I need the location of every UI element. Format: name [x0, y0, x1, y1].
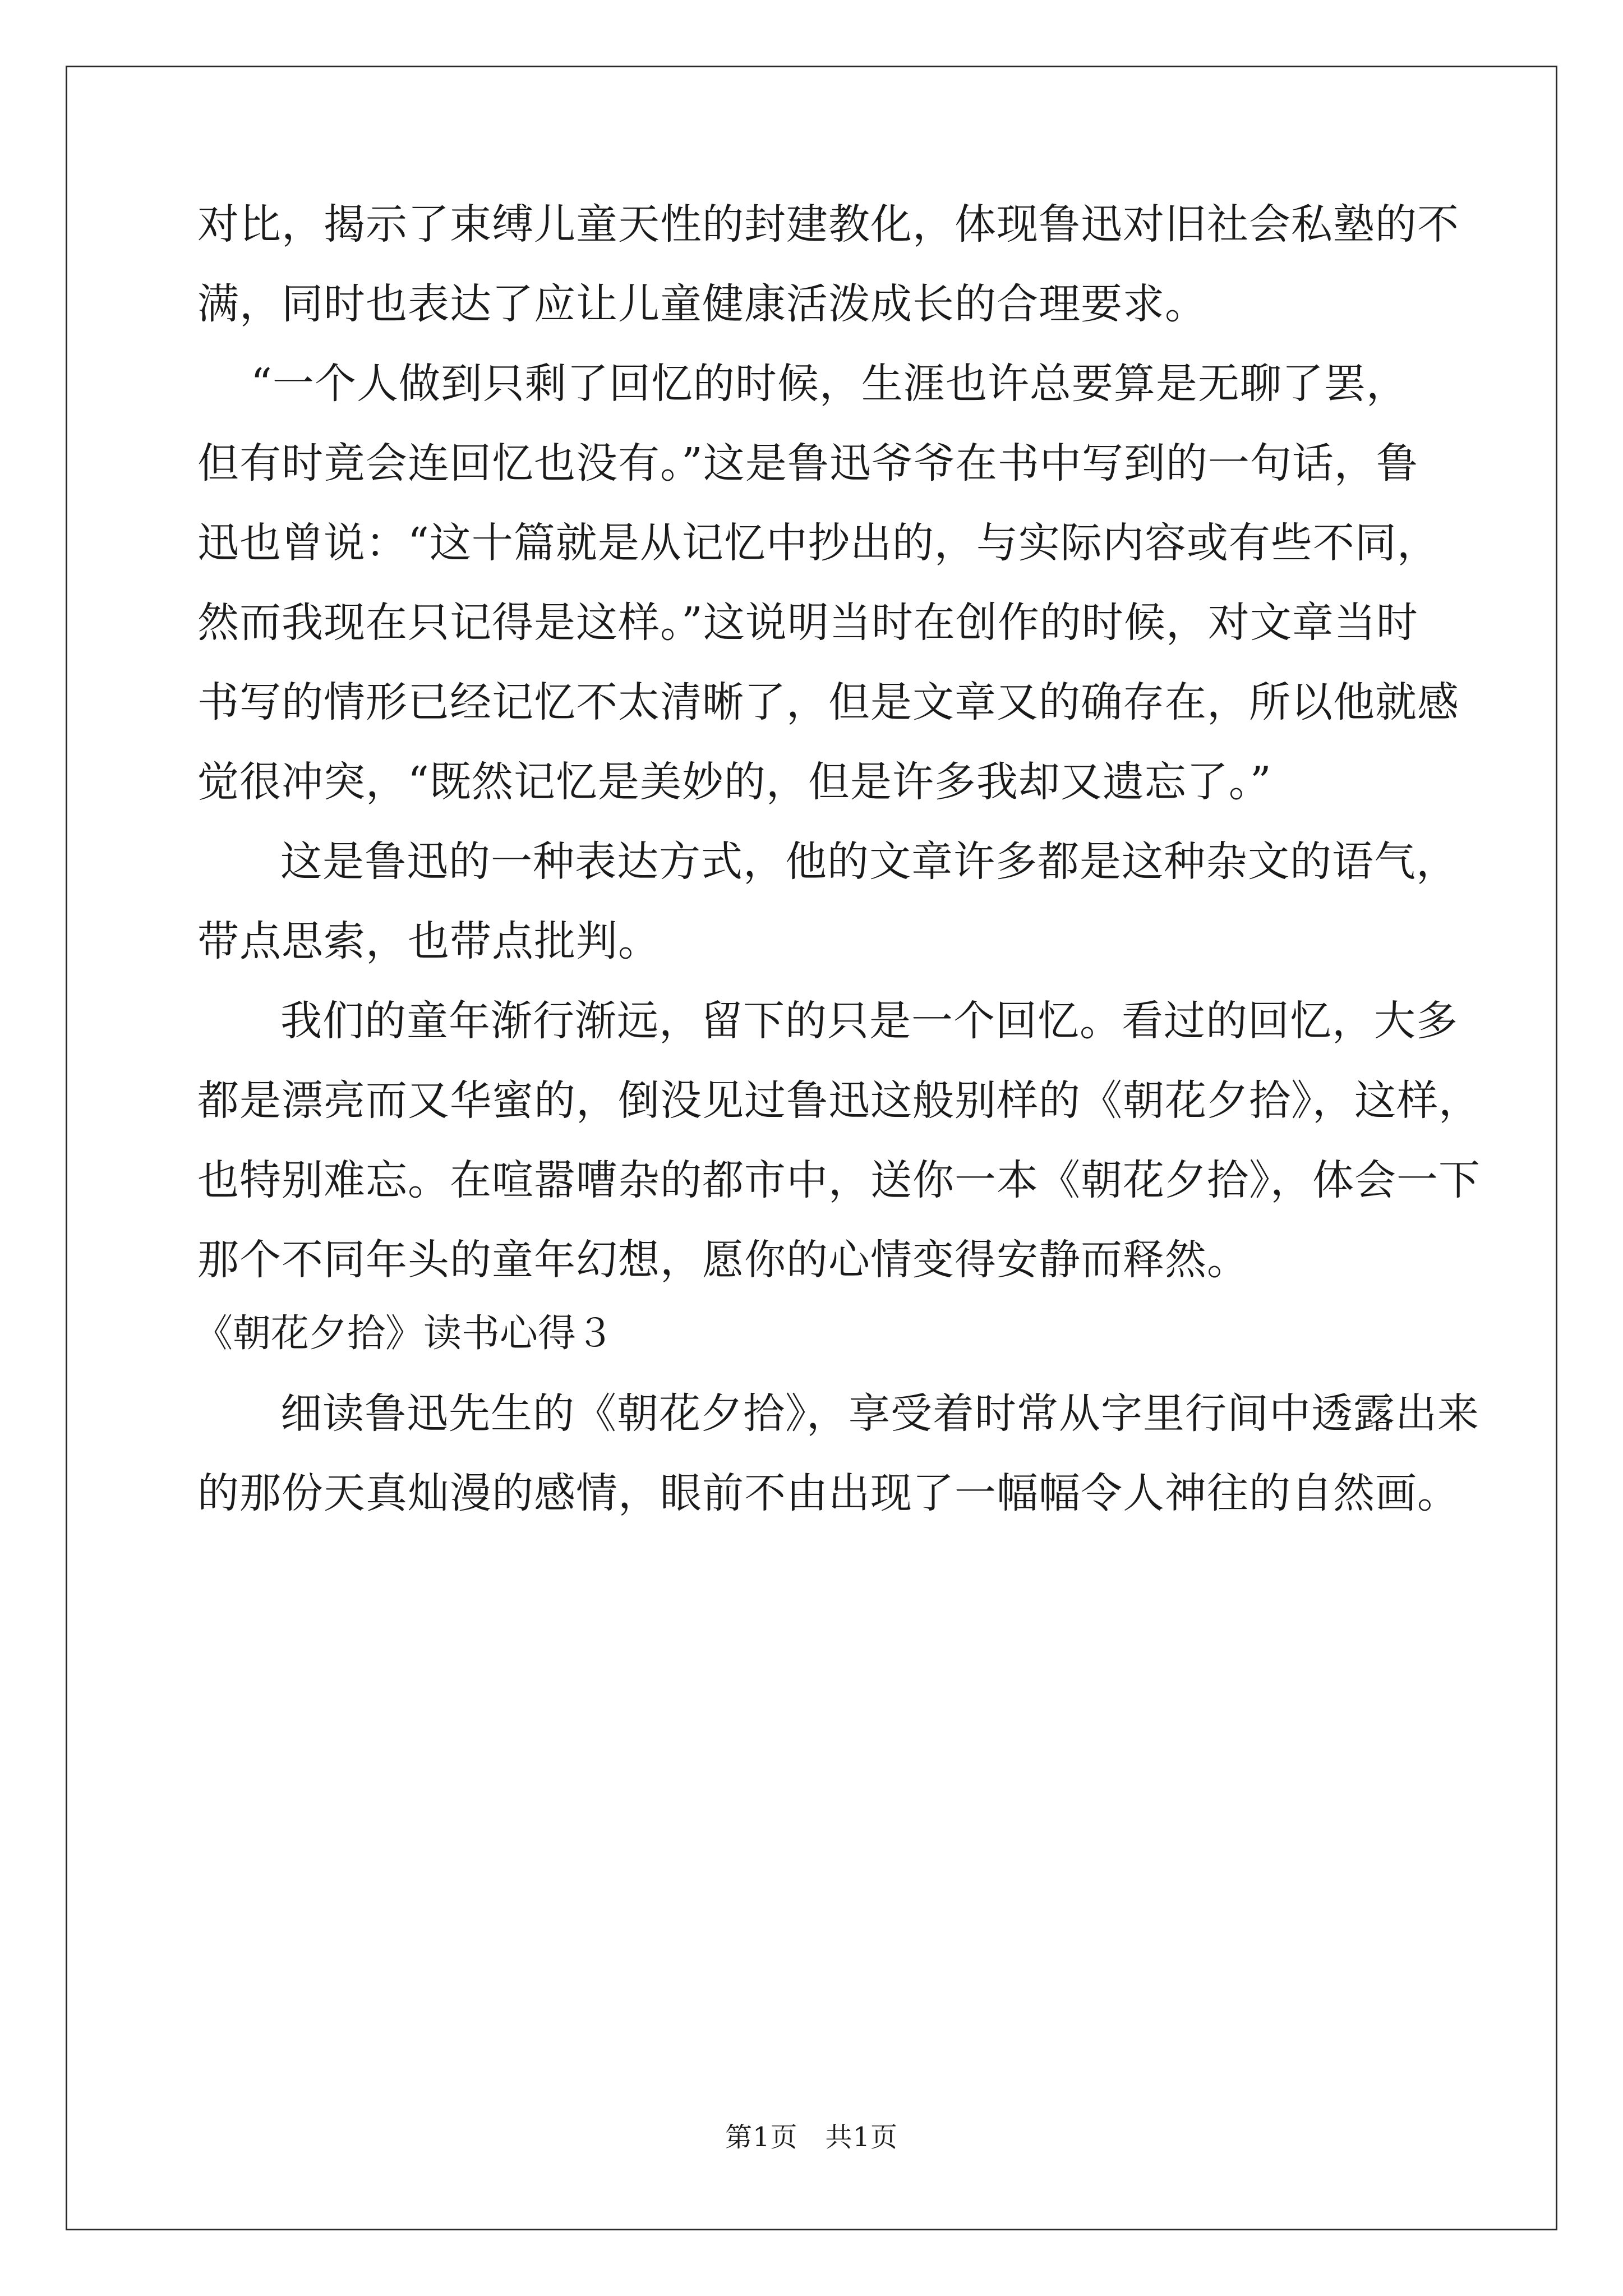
text-line: 的那份天真灿漫的感情，眼前不由出现了一幅幅令人神往的自然画。 [197, 1469, 1459, 1517]
text-line: 细读鲁迅先生的《朝花夕拾》，享受着时常从字里行间中透露出来 [280, 1389, 1479, 1438]
text-line: 也特别难忘。在喧嚣嘈杂的都市中，送你一本《朝花夕拾》，体会一下 [197, 1156, 1481, 1204]
text-line: 然而我现在只记得是这样。”这说明当时在创作的时候，对文章当时 [197, 599, 1418, 647]
text-line: 迅也曾说：“这十篇就是从记忆中抄出的，与实际内容或有些不同， [197, 519, 1439, 567]
text-line: 觉很冲突，“既然记忆是美妙的，但是许多我却又遗忘了。” [197, 758, 1272, 806]
text-line: 那个不同年头的童年幻想，愿你的心情变得安静而释然。 [197, 1236, 1249, 1284]
text-line: 带点思索，也带点批判。 [197, 917, 660, 965]
text-line: 满，同时也表达了应让儿童健康活泼成长的合理要求。 [197, 280, 1207, 328]
text-line: 都是漂亮而又华蜜的，倒没见过鲁迅这般别样的《朝花夕拾》，这样， [197, 1076, 1481, 1125]
page-footer: 第1页 共1页 [725, 2122, 898, 2153]
text-line: 这是鲁迅的一种表达方式，他的文章许多都是这种杂文的语气， [280, 838, 1458, 886]
text-line: 对比，揭示了束缚儿童天性的封建教化，体现鲁迅对旧社会私塾的不 [197, 200, 1459, 249]
text-line: 书写的情形已经记忆不太清晰了，但是文章又的确存在，所以他就感 [197, 678, 1459, 726]
text-line: 我们的童年渐行渐远，留下的只是一个回忆。看过的回忆，大多 [280, 997, 1458, 1045]
text-line: “一个人做到只剩了回忆的时候，生涯也许总要算是无聊了罢， [251, 360, 1408, 408]
text-line: 但有时竟会连回忆也没有。”这是鲁迅爷爷在书中写到的一句话，鲁 [197, 439, 1418, 487]
section-heading: 《朝花夕拾》读书心得３ [195, 1312, 615, 1356]
